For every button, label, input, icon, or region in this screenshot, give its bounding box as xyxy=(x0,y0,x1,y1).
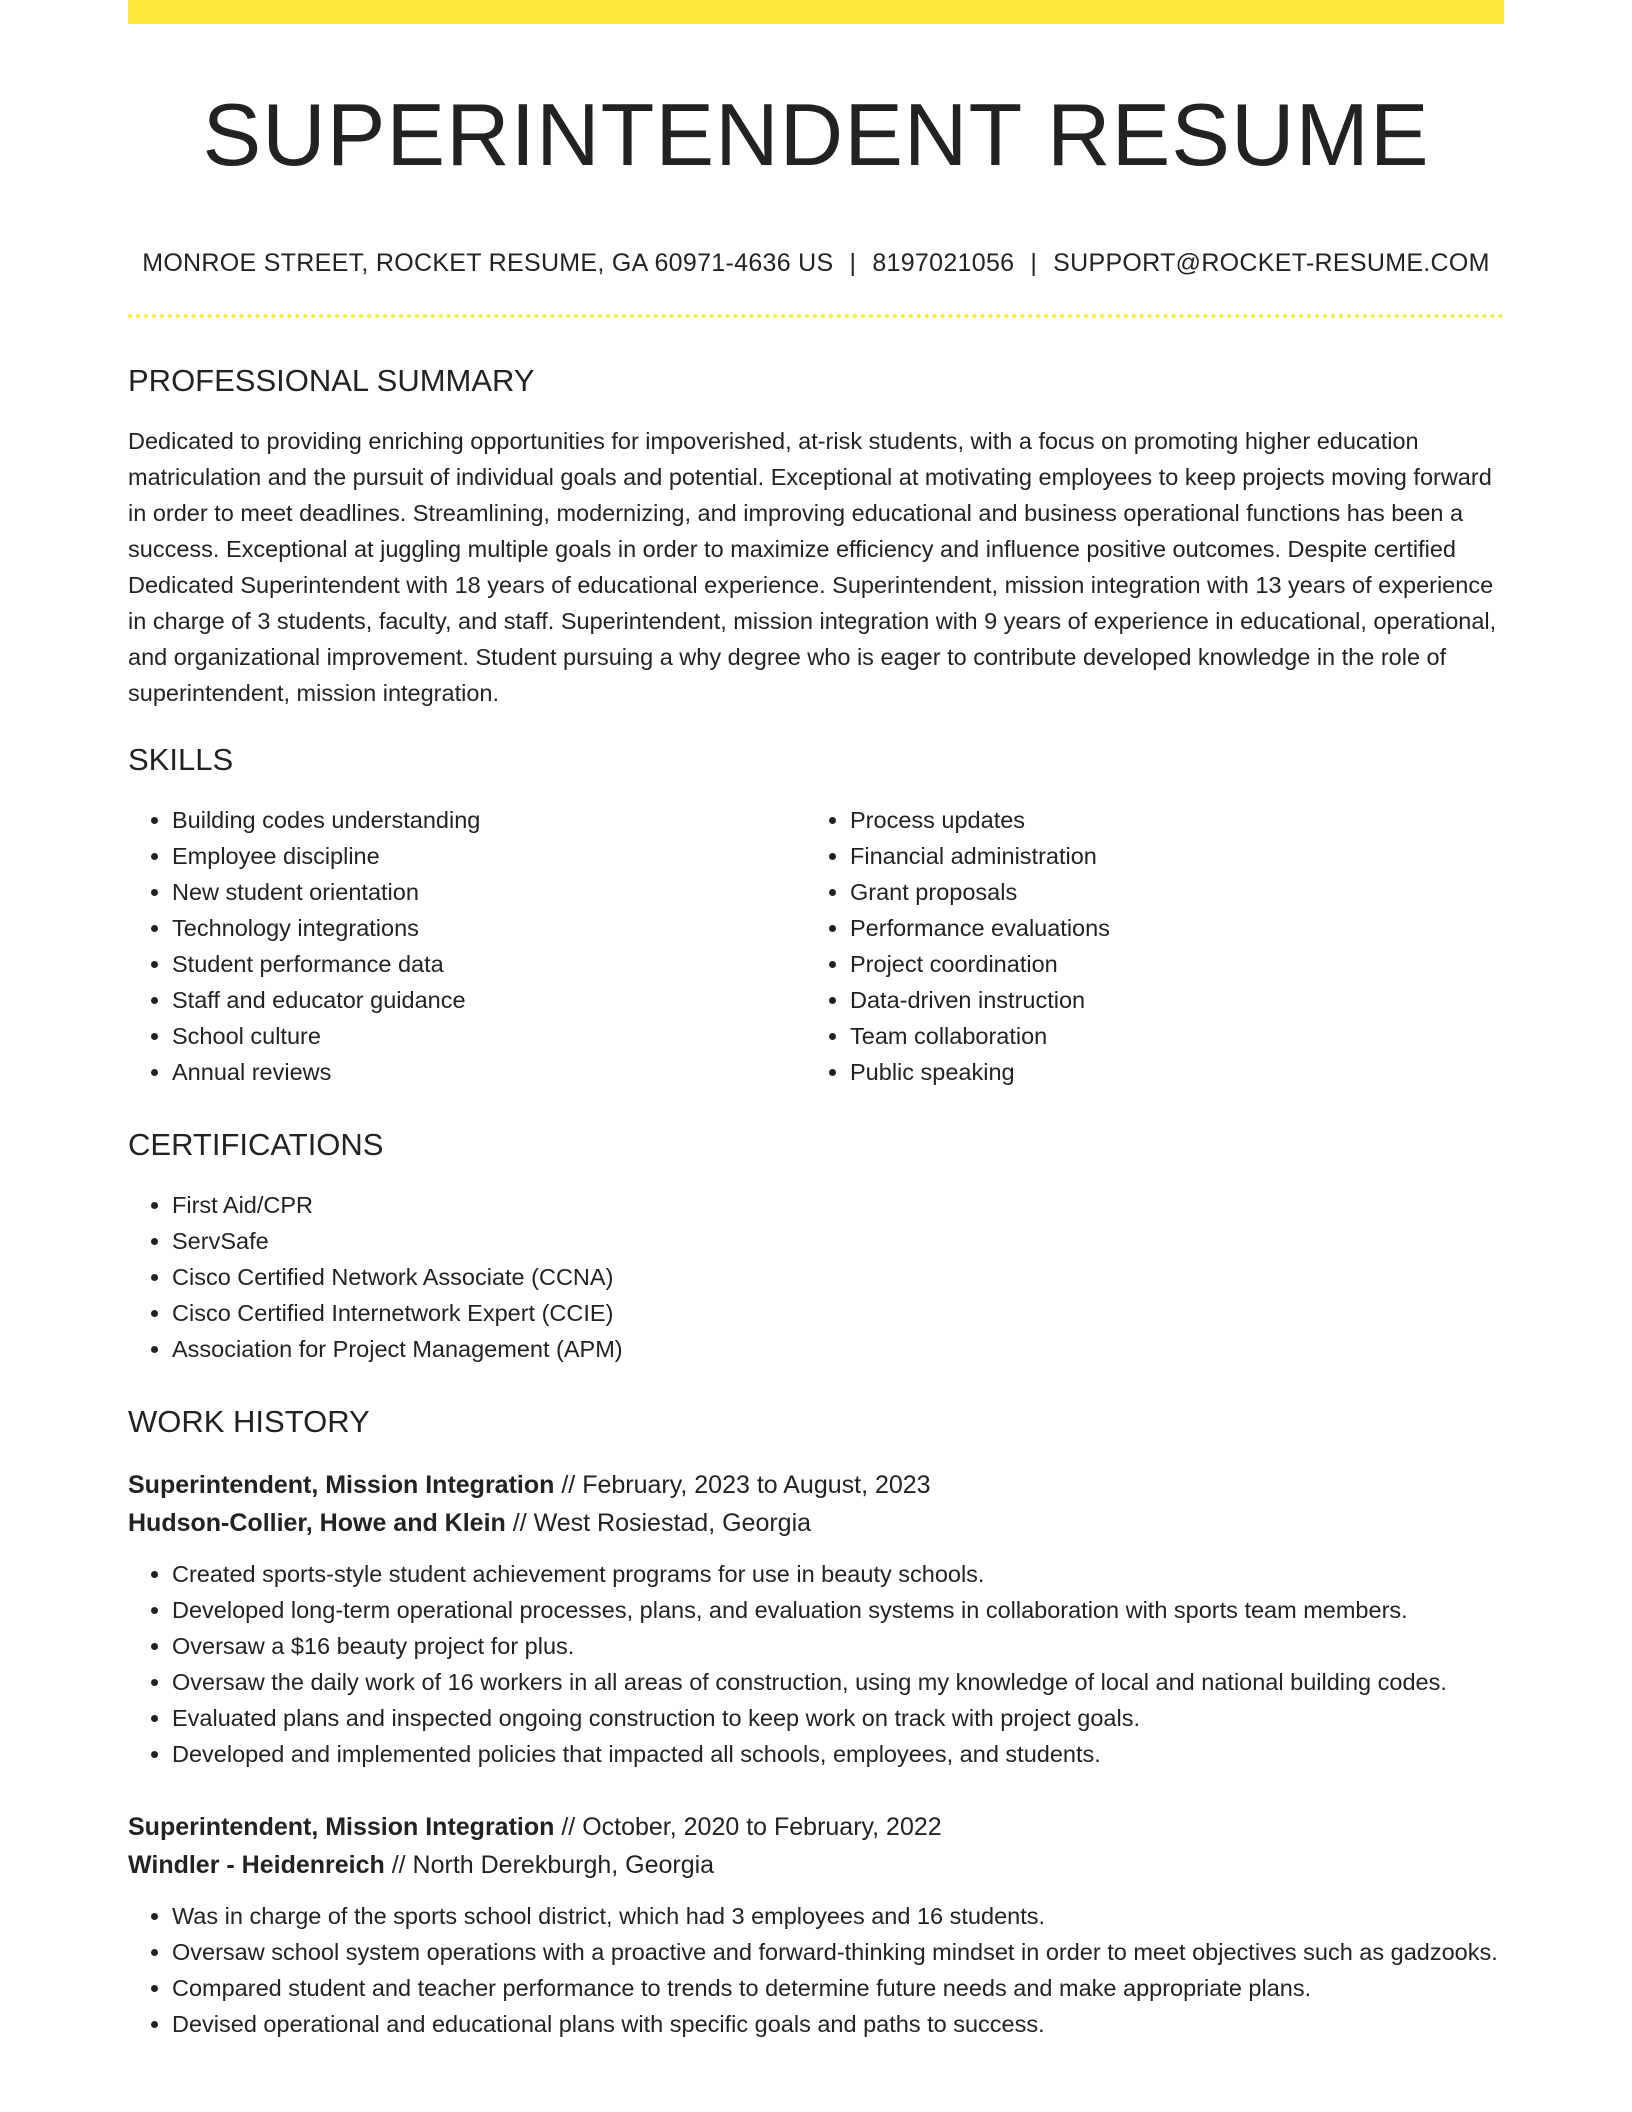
contact-line xyxy=(128,247,1504,280)
job-location: // West Rosiestad, Georgia xyxy=(505,1509,812,1538)
job-title: Superintendent, Mission Integration xyxy=(128,1471,555,1500)
list-item: • Devised operational and educational plans with specific goals and paths to success. xyxy=(172,2006,1504,2042)
list-item: • Developed and implemented policies that impacted all schools, employees, and students. xyxy=(172,1736,1504,1772)
list-item: • Financial administration xyxy=(850,838,1484,874)
skills-right-list xyxy=(806,802,1484,1090)
work-history-heading: WORK HISTORY xyxy=(128,1404,370,1440)
job-company: Windler - Heidenreich xyxy=(128,1851,385,1880)
list-item: • Cisco Certified Internetwork Expert (CCIE) xyxy=(172,1295,1504,1331)
list-item: • New student orientation xyxy=(172,874,806,910)
contact-separator: | xyxy=(849,249,857,278)
list-item: • Building codes understanding xyxy=(172,802,806,838)
list-item: • Oversaw a $16 beauty project for plus. xyxy=(172,1628,1504,1664)
skills-grid xyxy=(128,802,1504,1090)
contact-phone: 8197021056 xyxy=(872,249,1015,278)
contact-email: SUPPORT@ROCKET-RESUME.COM xyxy=(1053,249,1490,278)
list-item: • Was in charge of the sports school district, which had 3 employees and 16 students. xyxy=(172,1898,1504,1934)
list-item: • Annual reviews xyxy=(172,1054,806,1090)
job-company-line xyxy=(128,1846,1504,1884)
job-entry xyxy=(128,1808,1504,2042)
contact-address: MONROE STREET, ROCKET RESUME, GA 60971-4636 US xyxy=(142,249,834,278)
list-item: • Cisco Certified Network Associate (CCNA) xyxy=(172,1259,1504,1295)
list-item: • Project coordination xyxy=(850,946,1484,982)
certifications-heading: CERTIFICATIONS xyxy=(128,1127,384,1163)
list-item: • Developed long-term operational processes, plans, and evaluation systems in collaboration with sports team members. xyxy=(172,1592,1504,1628)
list-item: • Technology integrations xyxy=(172,910,806,946)
list-item: • Performance evaluations xyxy=(850,910,1484,946)
list-item: • Grant proposals xyxy=(850,874,1484,910)
list-item: • Process updates xyxy=(850,802,1484,838)
certifications-list xyxy=(128,1187,1504,1367)
work-history-list xyxy=(128,1466,1504,2042)
list-item: • Oversaw the daily work of 16 workers in all areas of construction, using my knowledge of local and national building codes. xyxy=(172,1664,1504,1700)
top-accent-bar xyxy=(128,0,1504,24)
job-entry xyxy=(128,1466,1504,1772)
list-item: • Oversaw school system operations with a proactive and forward-thinking mindset in order to meet objectives such as gadzooks. xyxy=(172,1934,1504,1970)
dotted-divider xyxy=(128,314,1504,318)
contact-separator: | xyxy=(1030,249,1038,278)
summary-heading: PROFESSIONAL SUMMARY xyxy=(128,362,535,398)
skills-left-list xyxy=(128,802,806,1090)
list-item: • Staff and educator guidance xyxy=(172,982,806,1018)
job-location: // North Derekburgh, Georgia xyxy=(384,1851,715,1880)
list-item: • ServSafe xyxy=(172,1223,1504,1259)
list-item: • Student performance data xyxy=(172,946,806,982)
list-item: • Employee discipline xyxy=(172,838,806,874)
job-bullet-list xyxy=(128,1898,1504,2042)
list-item: • Compared student and teacher performance to trends to determine future needs and make appropriate plans. xyxy=(172,1970,1504,2006)
job-company: Hudson-Collier, Howe and Klein xyxy=(128,1509,506,1538)
skills-heading: SKILLS xyxy=(128,741,234,777)
list-item: • Created sports-style student achievement programs for use in beauty schools. xyxy=(172,1556,1504,1592)
job-title-line xyxy=(128,1466,1504,1504)
job-bullet-list xyxy=(128,1556,1504,1772)
summary-text: Dedicated to providing enriching opportunities for impoverished, at-risk students, with a focus on promoting higher education matriculation and the pursuit of individual goals and potential. Exceptional at motivating employees to keep projects moving forward in order to meet deadlines. Streamlining, modernizing, and improving educational and business operational functions has been a success. Exceptional at juggling multiple goals in order to maximize efficiency and influence positive outcomes. Despite certified Dedicated Superintendent with 18 years of educational experience. Superintendent, mission integration with 13 years of experience in charge of 3 students, faculty, and staff. Superintendent, mission integration with 9 years of experience in educational, operational, and organizational improvement. Student pursuing a why degree who is eager to contribute developed knowledge in the role of superintendent, mission integration. xyxy=(128,427,1497,706)
job-title-line xyxy=(128,1808,1504,1846)
job-dates: // February, 2023 to August, 2023 xyxy=(554,1471,931,1500)
list-item: • Association for Project Management (APM) xyxy=(172,1331,1504,1367)
job-dates: // October, 2020 to February, 2022 xyxy=(554,1813,942,1842)
job-company-line xyxy=(128,1504,1504,1542)
list-item: • Public speaking xyxy=(850,1054,1484,1090)
list-item: • School culture xyxy=(172,1018,806,1054)
list-item: • Evaluated plans and inspected ongoing construction to keep work on track with project goals. xyxy=(172,1700,1504,1736)
job-title: Superintendent, Mission Integration xyxy=(128,1813,555,1842)
list-item: • Data-driven instruction xyxy=(850,982,1484,1018)
list-item: • First Aid/CPR xyxy=(172,1187,1504,1223)
resume-page xyxy=(128,0,1504,2042)
resume-title: SUPERINTENDENT RESUME xyxy=(202,85,1430,184)
list-item: • Team collaboration xyxy=(850,1018,1484,1054)
